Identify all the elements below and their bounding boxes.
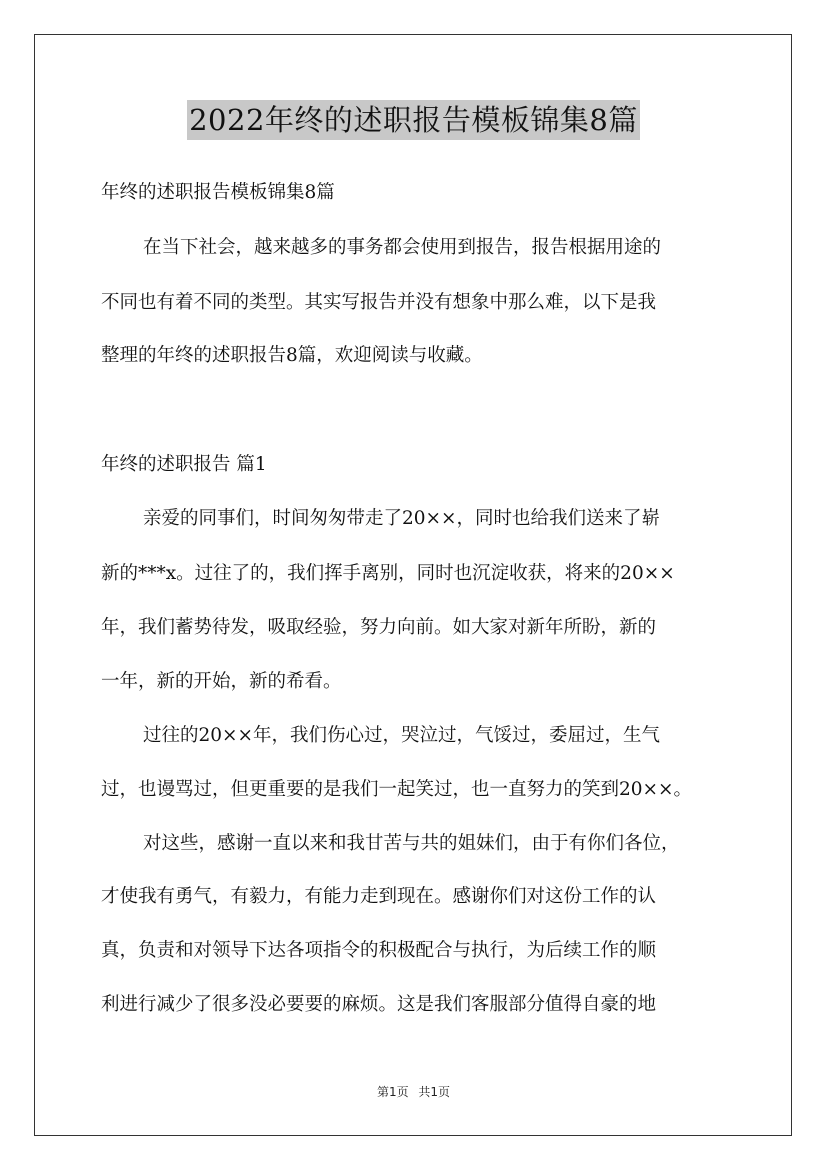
body-paragraph-line: 过，也谩骂过，但更重要的是我们一起笑过，也一直努力的笑到20××。 <box>101 779 693 800</box>
intro-paragraph-line: 整理的年终的述职报告8篇，欢迎阅读与收藏。 <box>101 345 483 366</box>
body-paragraph-line: 新的***x。过往了的，我们挥手离别，同时也沉淀收获，将来的20×× <box>101 563 675 584</box>
body-paragraph-line: 一年，新的开始，新的希看。 <box>101 671 342 692</box>
document-title: 2022年终的述职报告模板锦集8篇 <box>187 100 640 140</box>
body-paragraph-line: 利进行减少了很多没必要要的麻烦。这是我们客服部分值得自豪的地 <box>101 994 657 1015</box>
body-paragraph-line: 对这些，感谢一直以来和我甘苦与共的姐妹们，由于有你们各位， <box>143 833 680 854</box>
document-subtitle: 年终的述职报告模板锦集8篇 <box>101 182 335 203</box>
intro-paragraph-line: 在当下社会，越来越多的事务都会使用到报告，报告根据用途的 <box>143 237 662 258</box>
body-paragraph-line: 亲爱的同事们，时间匆匆带走了20××，同时也给我们送来了崭 <box>143 508 661 529</box>
intro-paragraph-line: 不同也有着不同的类型。其实写报告并没有想象中那么难，以下是我 <box>101 292 657 313</box>
body-paragraph-line: 真，负责和对领导下达各项指令的积极配合与执行，为后续工作的顺 <box>101 940 657 961</box>
page-total: 共1页 <box>418 1085 451 1099</box>
section-heading: 年终的述职报告 篇1 <box>101 454 267 475</box>
body-paragraph-line: 才使我有勇气，有毅力，有能力走到现在。感谢你们对这份工作的认 <box>101 886 657 907</box>
body-paragraph-line: 年，我们蓄势待发，吸取经验，努力向前。如大家对新年所盼，新的 <box>101 617 657 638</box>
page-footer <box>0 1083 827 1100</box>
page-number: 第1页 <box>376 1085 409 1099</box>
body-paragraph-line: 过往的20××年，我们伤心过，哭泣过，气馁过，委屈过，生气 <box>143 725 661 746</box>
title-container <box>0 100 827 140</box>
